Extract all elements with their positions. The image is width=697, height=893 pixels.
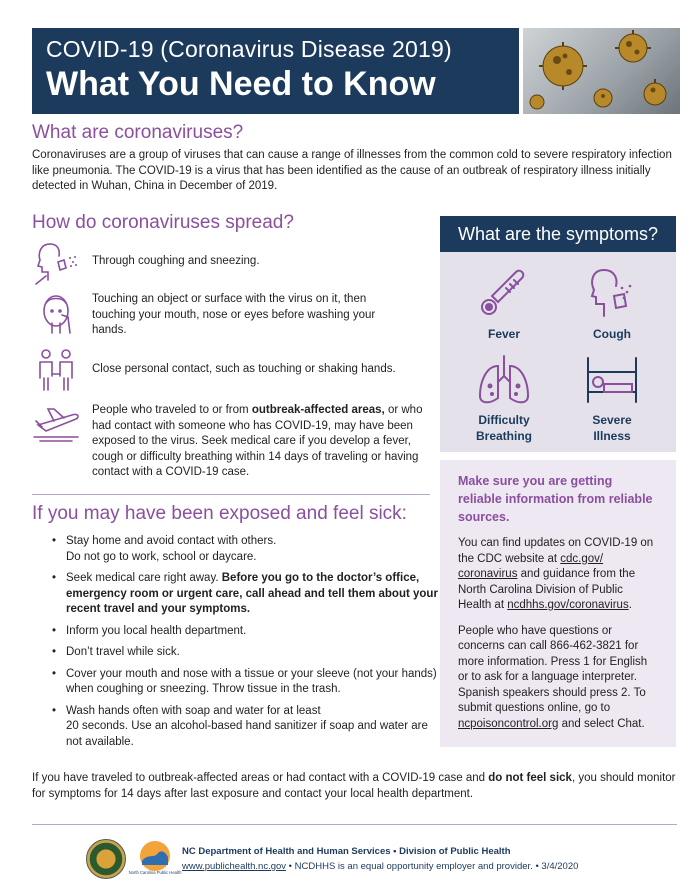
spread-item-text: Close personal contact, such as touching or shaking hands. [92,363,396,376]
info-paragraph: You can find updates on COVID-19 on the CDC website at cdc.gov/ coronavirus and guidance from the North Carolina Division of Public Health at ncdhhs.gov/coronavirus. [458,537,654,611]
list-item: • Seek medical care right away. Before you go to the doctor’s office, emergency room or urgent care, call ahead and tell them about your recent travel and your symptoms. [52,571,442,618]
virus-illustration [523,28,680,114]
symptoms-title: What are the symptoms? [440,216,676,252]
title-line-1: COVID-19 (Coronavirus Disease 2019) [46,36,452,62]
nc-state-seal-icon [86,839,126,879]
ncdhhs-link[interactable]: ncdhhs.gov/coronavirus [507,599,629,611]
symptom-cough [558,266,666,342]
list-item: • Don’t travel while sick. [52,645,442,661]
symptom-label: Difficulty Breathing [475,413,532,443]
section-heading: If you may have been exposed and feel sick: [32,503,407,524]
travel-text-start: People who traveled to or from [92,404,252,416]
footer [86,836,646,884]
symptom-fever [450,266,558,342]
bed-patient-icon [584,352,640,408]
coughing-person-icon [32,240,84,284]
title-banner [32,28,519,114]
publichealth-link[interactable]: www.publichealth.nc.gov [182,861,287,872]
divider [32,824,677,825]
cough-icon [584,266,640,322]
logo-text: North Carolina Public Health [128,870,182,875]
lungs-icon [476,352,532,408]
info-heading: Make sure you are getting reliable information from reliable sources. [458,474,653,524]
section-if-exposed [32,503,442,756]
symptom-label: Cough [593,327,631,341]
divider [32,494,430,495]
exposed-list [52,534,442,750]
list-item: • Wash hands often with soap and water for at least 20 seconds. Use an alcohol-based hand sanitizer if soap and water are not available. [52,704,442,751]
symptoms-panel [440,216,676,452]
section-heading: How do coronaviruses spread? [32,212,294,233]
spread-item-text: Touching an object or surface with the virus on it, then touching your mouth, nose or eyes before washing your hands. [92,293,376,336]
thermometer-icon [476,266,532,322]
handshake-icon [32,348,84,392]
airplane-icon [32,403,84,447]
symptom-illness [558,352,666,444]
symptom-label: Severe Illness [592,413,632,443]
footer-text: NC Department of Health and Human Services • Division of Public Health www.publichealth.nc.gov • NCDHHS is an equal opportunity employer and provider. • 3/4/2020 [182,846,579,872]
spread-item-contact [32,348,432,392]
section-what-are-coronaviruses [32,122,672,195]
travel-text-bold: outbreak-affected areas, [251,404,385,416]
travel-text-end: or who had contact with someone who has COVID-19, may have been exposed to the virus. Seek medical care if you develop a fever, cough or difficulty breathing within 14 days of traveling or having contact with a COVID-19 case. [92,404,423,478]
touching-face-icon [32,293,84,337]
section-heading: What are coronaviruses? [32,122,244,143]
spread-item-travel [32,403,432,481]
section-body: Coronaviruses are a group of viruses that can cause a range of illnesses from the common cold to severe respiratory infection like pneumonia. The COVID-19 is a virus that has been identified as the cause of an outbreak of respiratory illness initially detected in Wuhan, China in December of 2019. [32,149,672,192]
bottom-note: If you have traveled to outbreak-affected areas or had contact with a COVID-19 case and do not feel sick, you should monitor for symptoms for 14 days after last exposure and contact your local health department. [32,772,676,800]
cdc-link[interactable]: cdc.gov/ coronavirus [458,552,604,580]
poison-control-link[interactable]: ncpoisoncontrol.org [458,717,559,730]
list-item: • Stay home and avoid contact with others. Do not go to work, school or daycare. [52,534,442,565]
spread-item-text: Through coughing and sneezing. [92,255,260,268]
list-item: • Inform you local health department. [52,624,442,640]
symptom-label: Fever [487,327,521,341]
title-line-2: What You Need to Know [46,65,436,103]
symptom-breathing [450,352,558,444]
nc-public-health-logo [128,839,182,881]
list-item: • Cover your mouth and nose with a tissue or your sleeve (not your hands) when coughing or sneezing. Throw tissue in the trash. [52,667,442,698]
spread-item-coughing [32,240,432,284]
reliable-info-panel [440,460,676,747]
info-paragraph: People who have questions or concerns can call 866-462-3821 for more information. Press 1 for English or to ask for a language interpreter. Spanish speakers should press 2. To submit questions online, go to ncpoisoncontrol.org and select Chat. [458,624,648,730]
spread-item-touching [32,292,432,339]
section-how-spread [32,212,432,234]
